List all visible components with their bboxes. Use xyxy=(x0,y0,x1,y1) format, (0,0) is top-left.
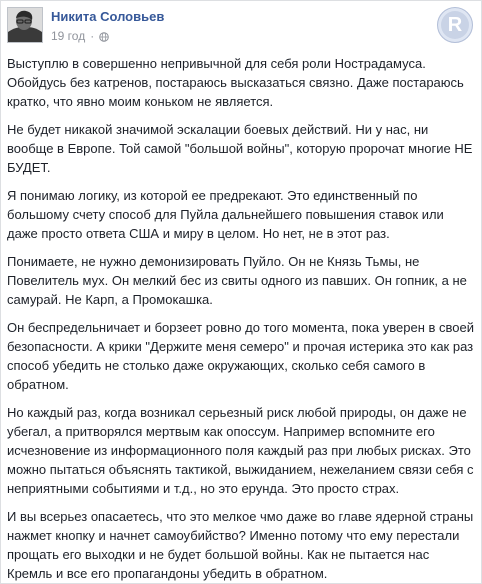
post-paragraph: Я понимаю логику, из которой ее предрекают. Это единственный по большому счету способ для Пуйла дальнейшего повышения ставок или даже просто ответа США и миру в целом. Но нет, не в этот раз. xyxy=(7,188,444,241)
author-name[interactable]: Никита Соловьев xyxy=(51,9,165,24)
post-header xyxy=(1,1,481,57)
r-badge-icon: R xyxy=(437,7,473,43)
avatar-photo xyxy=(8,8,42,42)
post-paragraph: Не будет никакой значимой эскалации боевых действий. Ни у нас, ни вообще в Европе. Той самой "большой войны", которую пророчат многие НЕ БУДЕТ. xyxy=(7,122,473,175)
post-paragraph: И вы всерьез опасаетесь, что это мелкое чмо даже во главе ядерной страны нажмет кнопку и начнет самоубийство? Именно потому что ему перестали прощать его выходки и не будет большой войны. Как не пытается нас Кремль и все его пропагандоны убедить в обратном. xyxy=(7,509,474,581)
meta-separator: · xyxy=(90,29,95,43)
post-paragraph: Выступлю в совершенно непривычной для себя роли Нострадамуса. Обойдусь без катренов, постараюсь высказаться связно. Даже постараюсь кратко, что явно моим коньком не является. xyxy=(7,56,464,109)
post-paragraph: Понимаете, не нужно демонизировать Пуйло. Он не Князь Тьмы, не Повелитель мух. Он мелкий бес из свиты одного из павших. Он гопник, а не самурай. Не Карп, а Промокашка. xyxy=(7,254,467,307)
post-paragraph: Но каждый раз, когда возникал серьезный риск любой природы, он даже не убегал, а притворялся мертвым как опоссум. Например вспомните его исчезновение из информационного поля каждый раз при любых рисках. Это можно пытаться объяснять тактикой, выжиданием, нежеланием связи себя с неприятными событиями и т.д., но это ерунда. Это просто страх. xyxy=(7,405,474,496)
globe-icon[interactable] xyxy=(99,31,109,41)
post-meta xyxy=(51,29,109,43)
post-timestamp[interactable]: 19 год xyxy=(51,29,86,43)
post-body xyxy=(7,54,475,584)
post-paragraph: Он беспредельничает и борзеет ровно до того момента, пока уверен в своей безопасности. А крики "Держите меня семеро" и прочая истерика это как раз способ убедить не столько даже окружающих, сколько себя самого в обратном. xyxy=(7,320,474,392)
avatar[interactable] xyxy=(7,7,43,43)
